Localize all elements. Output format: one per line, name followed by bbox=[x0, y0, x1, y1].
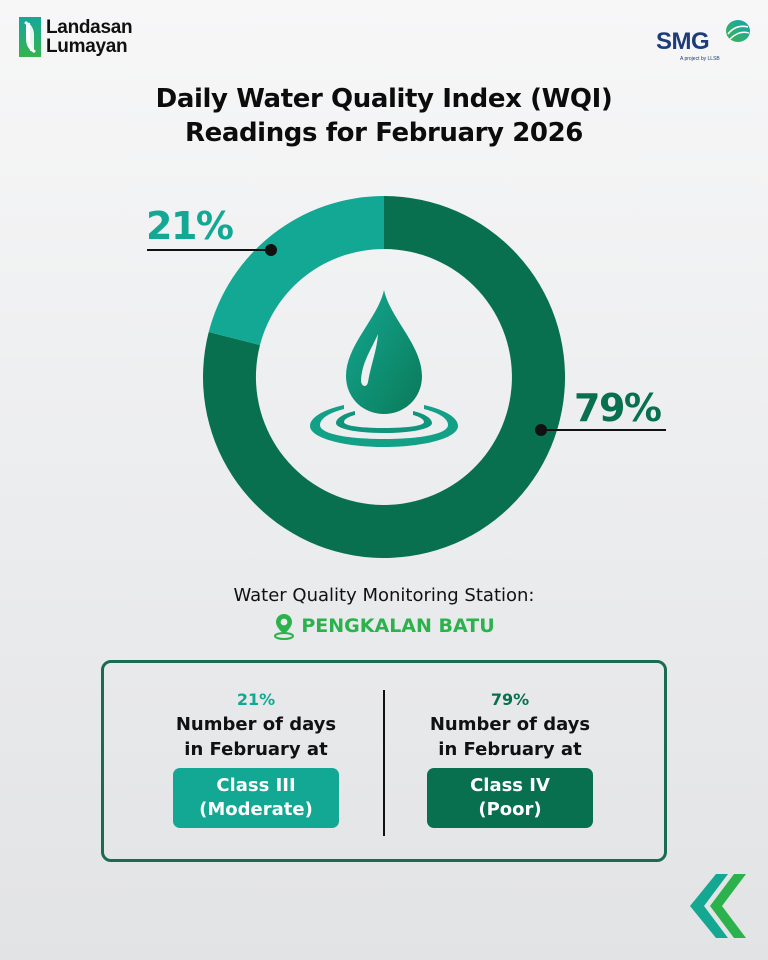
class-iv-badge bbox=[427, 768, 593, 828]
summary-poor-desc bbox=[390, 712, 630, 762]
title-line-1: Daily Water Quality Index (WQI) bbox=[155, 84, 613, 114]
chart-label-moderate-pct: 21% bbox=[146, 204, 233, 248]
desc-line-2: in February at bbox=[184, 739, 328, 760]
donut-segment-moderate bbox=[209, 196, 384, 345]
summary-moderate bbox=[136, 690, 376, 828]
badge-line-1: Class IV bbox=[470, 775, 550, 796]
leader-dot-moderate bbox=[265, 244, 277, 256]
logo-line-2: Lumayan bbox=[46, 36, 128, 57]
desc-line-1: Number of days bbox=[429, 714, 591, 735]
class-iii-badge bbox=[173, 768, 339, 828]
badge-line-2: (Moderate) bbox=[199, 799, 313, 820]
badge-line-2: (Poor) bbox=[478, 799, 542, 820]
station-label: Water Quality Monitoring Station: bbox=[233, 585, 535, 606]
logo-line-1: Landasan bbox=[46, 17, 133, 38]
summary-divider bbox=[383, 690, 385, 836]
water-drop-icon bbox=[310, 290, 458, 447]
summary-poor bbox=[390, 690, 630, 828]
station-name: PENGKALAN BATU bbox=[301, 615, 495, 637]
smg-tagline: A project by LLSB bbox=[680, 56, 720, 62]
summary-poor-pct: 79% bbox=[490, 690, 530, 709]
summary-moderate-pct: 21% bbox=[236, 690, 276, 709]
location-pin-icon bbox=[273, 612, 295, 640]
title-line-2: Readings for February 2026 bbox=[184, 118, 584, 148]
desc-line-1: Number of days bbox=[175, 714, 337, 735]
desc-line-2: in February at bbox=[438, 739, 582, 760]
chart-label-poor-pct: 79% bbox=[574, 386, 661, 430]
leader-dot-poor bbox=[535, 424, 547, 436]
summary-moderate-desc bbox=[136, 712, 376, 762]
double-chevron-left-icon bbox=[688, 872, 750, 940]
station-name-row bbox=[0, 612, 768, 640]
badge-line-1: Class III bbox=[216, 775, 296, 796]
smg-wordmark: SMG bbox=[656, 28, 710, 55]
